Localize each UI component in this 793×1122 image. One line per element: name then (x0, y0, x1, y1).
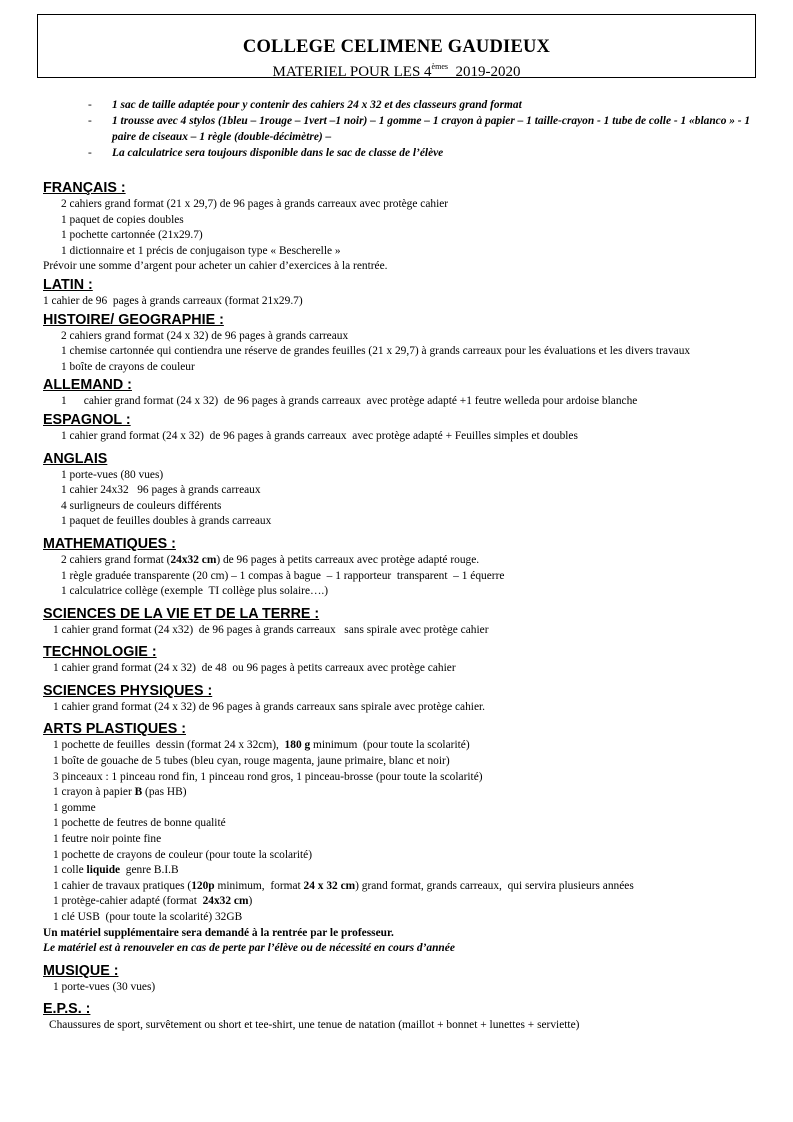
heading-sciences-physiques: SCIENCES PHYSIQUES : (43, 682, 213, 699)
list-item: 4 surligneurs de couleurs différents (61, 499, 222, 512)
heading-technologie: TECHNOLOGIE : (43, 644, 157, 661)
arts-note-supplementary: Un matériel supplémentaire sera demandé à la rentrée par le professeur. (43, 926, 394, 939)
heading-musique: MUSIQUE : (43, 962, 119, 979)
list-item: - La calculatrice sera toujours disponible dans le sac de classe de l’élève (88, 145, 758, 161)
list-item: 1 pochette de feutres de bonne qualité (53, 817, 226, 830)
general-supplies-list (88, 97, 758, 161)
list-item: 2 cahiers grand format (24x32 cm) de 96 pages à petits carreaux avec protège adapté rouge. (61, 553, 480, 566)
list-item: 1 pochette de feuilles dessin (format 24 x 32cm), 180 g minimum (pour toute la scolarité) (53, 739, 470, 752)
list-item: 2 cahiers grand format (24 x 32) de 96 pages à grands carreaux (61, 329, 349, 342)
list-item: 2 cahiers grand format (21 x 29,7) de 96 pages à grands carreaux avec protège cahier (61, 198, 449, 210)
heading-francais: FRANÇAIS : (43, 180, 126, 196)
list-item: 1 clé USB (pour toute la scolarité) 32GB (53, 911, 243, 923)
title-prefix: MATERIEL POUR LES 4 (272, 64, 432, 80)
list-item: 1 cahier de travaux pratiques (120p minimum, format 24 x 32 cm) grand format, grands carreaux, qui servira plusieurs années (53, 879, 634, 892)
heading-arts-plastiques: ARTS PLASTIQUES : (43, 721, 186, 738)
list-item: - 1 sac de taille adaptée pour y contenir des cahiers 24 x 32 et des classeurs grand format (88, 97, 758, 113)
title-superscript: èmes (431, 62, 448, 71)
list-item: 1 dictionnaire et 1 précis de conjugaison type « Bescherelle » (61, 244, 341, 257)
list-item: 1 porte-vues (80 vues) (61, 468, 164, 481)
heading-eps: E.P.S. : (43, 1001, 91, 1018)
list-item: 1 boîte de crayons de couleur (61, 360, 195, 373)
list-item: 1 boîte de gouache de 5 tubes (bleu cyan, rouge magenta, jaune primaire, blanc et noir) (53, 755, 450, 768)
list-item: 1 cahier grand format (24 x 32) de 96 pages à grands carreaux avec protège adapté +1 feutre welleda pour ardoise blanche (61, 395, 638, 408)
list-item: 1 chemise cartonnée qui contiendra une réserve de grandes feuilles (21 x 29,7) à grands carreaux pour les évaluations et les divers travaux (61, 345, 691, 358)
list-item: 1 cahier grand format (24 x 32) de 48 ou 96 pages à petits carreaux avec protège cahier (53, 662, 456, 675)
list-item: 1 protège-cahier adapté (format 24x32 cm) (53, 895, 253, 908)
heading-mathematiques: MATHEMATIQUES : (43, 535, 176, 552)
list-item: 1 règle graduée transparente (20 cm) – 1 compas à bague – 1 rapporteur transparent – 1 équerre (61, 569, 505, 582)
list-item: - 1 trousse avec 4 stylos (1bleu – 1rouge – 1vert –1 noir) – 1 gomme – 1 crayon à papier – 1 taille-crayon - 1 tube de colle - 1 «blanco » - 1 paire de ciseaux – 1 règle (double-décimètre) – (88, 113, 758, 145)
heading-svt: SCIENCES DE LA VIE ET DE LA TERRE : (43, 605, 320, 622)
list-item: 1 cahier grand format (24 x 32) de 96 pages à grands carreaux sans spirale avec protège cahier. (53, 700, 486, 713)
list-item: 1 porte-vues (30 vues) (53, 980, 156, 993)
header-box (37, 14, 756, 78)
document-title (38, 58, 755, 81)
title-year: 2019-2020 (455, 64, 521, 80)
list-item: 1 feutre noir pointe fine (53, 833, 162, 846)
list-item: 1 paquet de feuilles doubles à grands carreaux (61, 515, 272, 528)
list-item: 1 crayon à papier B (pas HB) (53, 786, 187, 799)
list-item: 1 cahier 24x32 96 pages à grands carreaux (61, 484, 261, 497)
subject-lists (43, 180, 753, 1034)
list-item: 1 pochette de crayons de couleur (pour toute la scolarité) (53, 848, 313, 861)
list-item: 1 pochette cartonnée (21x29.7) (61, 229, 203, 242)
list-item: 1 gomme (53, 801, 96, 814)
list-item: 1 paquet de copies doubles (61, 213, 184, 226)
francais-note: Prévoir une somme d’argent pour acheter un cahier d’exercices à la rentrée. (43, 260, 388, 273)
school-name: COLLEGE CELIMENE GAUDIEUX (242, 37, 551, 57)
list-item: 1 colle liquide genre B.I.B (53, 864, 179, 877)
heading-espagnol: ESPAGNOL : (43, 411, 131, 428)
heading-histoire-geographie: HISTOIRE/ GEOGRAPHIE : (43, 311, 224, 328)
list-item: 1 cahier grand format (24 x32) de 96 pages à grands carreaux sans spirale avec protège cahier (53, 623, 489, 636)
heading-latin: LATIN : (43, 276, 93, 293)
list-item: Chaussures de sport, survêtement ou short et tee-shirt, une tenue de natation (maillot + bonnet + lunettes + serviette) (49, 1019, 580, 1032)
arts-note-renewal: Le matériel est à renouveler en cas de perte par l’élève ou de nécessité en cours d’année (43, 942, 455, 955)
list-item: 1 cahier de 96 pages à grands carreaux (format 21x29.7) (43, 294, 303, 307)
list-item: 3 pinceaux : 1 pinceau rond fin, 1 pinceau rond gros, 1 pinceau-brosse (pour toute la scolarité) (53, 770, 483, 783)
heading-anglais: ANGLAIS (43, 450, 108, 467)
list-item: 1 calculatrice collège (exemple TI collège plus solaire….) (61, 585, 329, 598)
heading-allemand: ALLEMAND : (43, 377, 132, 394)
list-item: 1 cahier grand format (24 x 32) de 96 pages à grands carreaux avec protège adapté + Feuilles simples et doubles (61, 429, 578, 442)
